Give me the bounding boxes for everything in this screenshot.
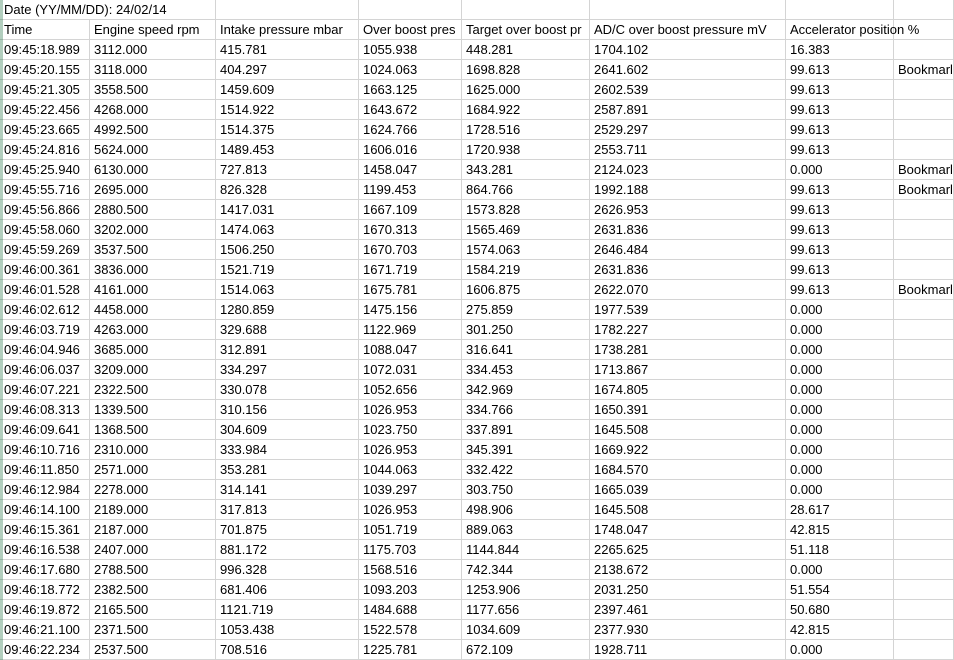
table-cell[interactable]: 09:45:24.816 bbox=[0, 140, 90, 160]
table-cell[interactable]: 09:46:00.361 bbox=[0, 260, 90, 280]
table-cell[interactable]: 1044.063 bbox=[359, 460, 462, 480]
table-row bbox=[0, 580, 954, 600]
table-cell[interactable] bbox=[894, 340, 954, 360]
table-cell[interactable]: 1674.805 bbox=[590, 380, 786, 400]
date-row bbox=[0, 0, 954, 20]
table-cell[interactable]: 334.297 bbox=[216, 360, 359, 380]
table-cell[interactable]: 0.000 bbox=[786, 420, 894, 440]
table-row bbox=[0, 360, 954, 380]
table-cell[interactable]: 2587.891 bbox=[590, 100, 786, 120]
table-cell[interactable]: Bookmarl bbox=[894, 60, 954, 80]
table-cell[interactable]: 2382.500 bbox=[90, 580, 216, 600]
table-row bbox=[0, 480, 954, 500]
table-cell[interactable]: 1650.391 bbox=[590, 400, 786, 420]
table-cell[interactable] bbox=[894, 500, 954, 520]
table-row bbox=[0, 120, 954, 140]
table-row bbox=[0, 240, 954, 260]
table-cell[interactable]: 0.000 bbox=[786, 320, 894, 340]
table-cell[interactable]: 1026.953 bbox=[359, 400, 462, 420]
table-cell[interactable]: Bookmarl bbox=[894, 180, 954, 200]
table-cell[interactable]: 2788.500 bbox=[90, 560, 216, 580]
table-cell[interactable] bbox=[894, 520, 954, 540]
table-cell[interactable]: 312.891 bbox=[216, 340, 359, 360]
table-cell[interactable]: 314.141 bbox=[216, 480, 359, 500]
table-cell[interactable]: 99.613 bbox=[786, 240, 894, 260]
table-cell[interactable]: 3202.000 bbox=[90, 220, 216, 240]
table-cell[interactable]: 2265.625 bbox=[590, 540, 786, 560]
table-cell[interactable]: 1624.766 bbox=[359, 120, 462, 140]
table-cell[interactable]: 1024.063 bbox=[359, 60, 462, 80]
table-cell[interactable]: 1565.469 bbox=[462, 220, 590, 240]
table-cell[interactable]: 09:45:55.716 bbox=[0, 180, 90, 200]
table-cell[interactable]: 1055.938 bbox=[359, 40, 462, 60]
table-cell[interactable]: 1339.500 bbox=[90, 400, 216, 420]
table-cell[interactable]: 99.613 bbox=[786, 120, 894, 140]
table-cell[interactable]: 275.859 bbox=[462, 300, 590, 320]
table-cell[interactable]: 304.609 bbox=[216, 420, 359, 440]
table-cell[interactable]: 09:45:59.269 bbox=[0, 240, 90, 260]
table-row bbox=[0, 540, 954, 560]
table-cell[interactable]: 3112.000 bbox=[90, 40, 216, 60]
table-cell[interactable]: 0.000 bbox=[786, 380, 894, 400]
table-cell[interactable]: 0.000 bbox=[786, 460, 894, 480]
header-cell[interactable] bbox=[894, 20, 954, 40]
table-cell[interactable]: 16.383 bbox=[786, 40, 894, 60]
table-cell[interactable]: 42.815 bbox=[786, 620, 894, 640]
table-cell[interactable]: 2138.672 bbox=[590, 560, 786, 580]
table-cell[interactable]: 09:46:15.361 bbox=[0, 520, 90, 540]
table-cell[interactable]: 99.613 bbox=[786, 80, 894, 100]
table-cell[interactable]: 09:45:23.665 bbox=[0, 120, 90, 140]
table-cell[interactable]: 1574.063 bbox=[462, 240, 590, 260]
table-cell[interactable]: 1199.453 bbox=[359, 180, 462, 200]
table-cell[interactable]: 1675.781 bbox=[359, 280, 462, 300]
table-cell[interactable]: 1053.438 bbox=[216, 620, 359, 640]
table-cell[interactable]: 09:45:18.989 bbox=[0, 40, 90, 60]
table-row bbox=[0, 440, 954, 460]
table-cell[interactable]: 2571.000 bbox=[90, 460, 216, 480]
table-row bbox=[0, 80, 954, 100]
table-cell[interactable] bbox=[894, 620, 954, 640]
table-cell[interactable]: 1684.922 bbox=[462, 100, 590, 120]
table-cell[interactable]: 1253.906 bbox=[462, 580, 590, 600]
table-cell[interactable]: 0.000 bbox=[786, 560, 894, 580]
table-cell[interactable]: 3118.000 bbox=[90, 60, 216, 80]
table-cell[interactable]: 1417.031 bbox=[216, 200, 359, 220]
header-cell[interactable]: Over boost pres bbox=[359, 20, 462, 40]
table-cell[interactable]: 415.781 bbox=[216, 40, 359, 60]
table-row bbox=[0, 320, 954, 340]
table-cell[interactable]: 2278.000 bbox=[90, 480, 216, 500]
table-cell[interactable]: 1522.578 bbox=[359, 620, 462, 640]
table-cell[interactable] bbox=[894, 600, 954, 620]
table-cell[interactable]: 09:46:19.872 bbox=[0, 600, 90, 620]
table-cell[interactable]: 826.328 bbox=[216, 180, 359, 200]
table-cell[interactable]: 0.000 bbox=[786, 640, 894, 660]
table-row bbox=[0, 420, 954, 440]
table-cell[interactable]: 1663.125 bbox=[359, 80, 462, 100]
table-cell[interactable]: 2695.000 bbox=[90, 180, 216, 200]
table-cell[interactable]: 1928.711 bbox=[590, 640, 786, 660]
table-cell[interactable]: 99.613 bbox=[786, 280, 894, 300]
table-cell[interactable]: 09:46:03.719 bbox=[0, 320, 90, 340]
table-cell[interactable]: 0.000 bbox=[786, 360, 894, 380]
table-cell[interactable]: 3685.000 bbox=[90, 340, 216, 360]
empty-cell[interactable] bbox=[359, 0, 462, 20]
table-cell[interactable]: 2529.297 bbox=[590, 120, 786, 140]
table-cell[interactable]: 09:46:21.100 bbox=[0, 620, 90, 640]
table-cell[interactable]: 09:45:25.940 bbox=[0, 160, 90, 180]
table-cell[interactable]: 1670.313 bbox=[359, 220, 462, 240]
header-cell[interactable]: Intake pressure mbar bbox=[216, 20, 359, 40]
table-cell[interactable]: 2641.602 bbox=[590, 60, 786, 80]
date-cell[interactable]: Date (YY/MM/DD): 24/02/14 bbox=[0, 0, 216, 20]
table-cell[interactable]: 1489.453 bbox=[216, 140, 359, 160]
table-cell[interactable]: 6130.000 bbox=[90, 160, 216, 180]
header-cell[interactable]: AD/C over boost pressure mV bbox=[590, 20, 786, 40]
empty-cell[interactable] bbox=[462, 0, 590, 20]
table-cell[interactable]: 09:46:02.612 bbox=[0, 300, 90, 320]
table-cell[interactable]: 1667.109 bbox=[359, 200, 462, 220]
header-row bbox=[0, 20, 954, 40]
table-cell[interactable]: 1728.516 bbox=[462, 120, 590, 140]
table-row bbox=[0, 400, 954, 420]
table-cell[interactable]: 1514.375 bbox=[216, 120, 359, 140]
table-cell[interactable]: 1665.039 bbox=[590, 480, 786, 500]
table-cell[interactable] bbox=[894, 320, 954, 340]
table-cell[interactable]: 51.118 bbox=[786, 540, 894, 560]
table-cell[interactable] bbox=[894, 440, 954, 460]
table-cell[interactable]: 1144.844 bbox=[462, 540, 590, 560]
table-row bbox=[0, 520, 954, 540]
table-cell[interactable]: 0.000 bbox=[786, 160, 894, 180]
table-cell[interactable]: 1720.938 bbox=[462, 140, 590, 160]
table-cell[interactable]: 1671.719 bbox=[359, 260, 462, 280]
table-cell[interactable] bbox=[894, 360, 954, 380]
table-row bbox=[0, 160, 954, 180]
table-cell[interactable]: 1039.297 bbox=[359, 480, 462, 500]
table-cell[interactable]: 09:46:17.680 bbox=[0, 560, 90, 580]
table-cell[interactable]: 2537.500 bbox=[90, 640, 216, 660]
header-cell[interactable]: Engine speed rpm bbox=[90, 20, 216, 40]
table-cell[interactable] bbox=[894, 200, 954, 220]
table-row bbox=[0, 100, 954, 120]
table-cell[interactable]: 1072.031 bbox=[359, 360, 462, 380]
table-cell[interactable]: 1177.656 bbox=[462, 600, 590, 620]
table-cell[interactable]: 1738.281 bbox=[590, 340, 786, 360]
table-cell[interactable]: 2377.930 bbox=[590, 620, 786, 640]
table-cell[interactable]: 404.297 bbox=[216, 60, 359, 80]
table-cell[interactable]: 1459.609 bbox=[216, 80, 359, 100]
table-cell[interactable] bbox=[894, 300, 954, 320]
table-cell[interactable]: 1670.703 bbox=[359, 240, 462, 260]
table-cell[interactable]: 99.613 bbox=[786, 180, 894, 200]
table-row bbox=[0, 40, 954, 60]
table-cell[interactable]: 1625.000 bbox=[462, 80, 590, 100]
table-cell[interactable]: 2631.836 bbox=[590, 220, 786, 240]
table-row bbox=[0, 260, 954, 280]
header-cell[interactable]: Time bbox=[0, 20, 90, 40]
table-cell[interactable]: 317.813 bbox=[216, 500, 359, 520]
table-row bbox=[0, 640, 954, 660]
table-cell[interactable]: 4458.000 bbox=[90, 300, 216, 320]
table-cell[interactable]: 1474.063 bbox=[216, 220, 359, 240]
table-row bbox=[0, 620, 954, 640]
table-cell[interactable]: 1175.703 bbox=[359, 540, 462, 560]
table-cell[interactable]: 0.000 bbox=[786, 300, 894, 320]
table-cell[interactable]: 2880.500 bbox=[90, 200, 216, 220]
table-cell[interactable]: 3836.000 bbox=[90, 260, 216, 280]
table-cell[interactable]: 881.172 bbox=[216, 540, 359, 560]
empty-cell[interactable] bbox=[894, 0, 954, 20]
table-cell[interactable]: 4268.000 bbox=[90, 100, 216, 120]
table-cell[interactable] bbox=[894, 140, 954, 160]
table-cell[interactable]: 2189.000 bbox=[90, 500, 216, 520]
table-cell[interactable]: 1121.719 bbox=[216, 600, 359, 620]
table-cell[interactable]: 0.000 bbox=[786, 440, 894, 460]
table-cell[interactable]: 333.984 bbox=[216, 440, 359, 460]
table-cell[interactable]: 1052.656 bbox=[359, 380, 462, 400]
table-cell[interactable]: 1684.570 bbox=[590, 460, 786, 480]
table-cell[interactable] bbox=[894, 540, 954, 560]
table-cell[interactable]: 4992.500 bbox=[90, 120, 216, 140]
table-cell[interactable]: 3209.000 bbox=[90, 360, 216, 380]
table-cell[interactable]: 09:46:18.772 bbox=[0, 580, 90, 600]
table-cell[interactable]: 345.391 bbox=[462, 440, 590, 460]
empty-cell[interactable] bbox=[590, 0, 786, 20]
table-cell[interactable]: 28.617 bbox=[786, 500, 894, 520]
table-cell[interactable]: 301.250 bbox=[462, 320, 590, 340]
table-row bbox=[0, 340, 954, 360]
table-cell[interactable]: 1368.500 bbox=[90, 420, 216, 440]
table-cell[interactable]: 2124.023 bbox=[590, 160, 786, 180]
table-cell[interactable]: 1034.609 bbox=[462, 620, 590, 640]
table-cell[interactable] bbox=[894, 380, 954, 400]
table-cell[interactable]: 742.344 bbox=[462, 560, 590, 580]
table-cell[interactable]: 09:45:22.456 bbox=[0, 100, 90, 120]
table-cell[interactable]: 4263.000 bbox=[90, 320, 216, 340]
table-cell[interactable]: 1122.969 bbox=[359, 320, 462, 340]
table-cell[interactable]: 1584.219 bbox=[462, 260, 590, 280]
table-cell[interactable]: 310.156 bbox=[216, 400, 359, 420]
table-cell[interactable]: 329.688 bbox=[216, 320, 359, 340]
table-cell[interactable]: 1225.781 bbox=[359, 640, 462, 660]
header-cell[interactable]: Accelerator position % bbox=[786, 20, 894, 40]
header-cell[interactable]: Target over boost pr bbox=[462, 20, 590, 40]
table-cell[interactable]: 09:46:04.946 bbox=[0, 340, 90, 360]
table-row bbox=[0, 560, 954, 580]
table-cell[interactable]: 09:45:21.305 bbox=[0, 80, 90, 100]
table-cell[interactable]: 1023.750 bbox=[359, 420, 462, 440]
table-cell[interactable]: 448.281 bbox=[462, 40, 590, 60]
table-cell[interactable]: 1088.047 bbox=[359, 340, 462, 360]
table-cell[interactable]: 2322.500 bbox=[90, 380, 216, 400]
table-cell[interactable]: 1484.688 bbox=[359, 600, 462, 620]
table-cell[interactable]: Bookmarl bbox=[894, 160, 954, 180]
table-cell[interactable]: 1458.047 bbox=[359, 160, 462, 180]
table-cell[interactable]: 42.815 bbox=[786, 520, 894, 540]
table-cell[interactable]: 09:46:09.641 bbox=[0, 420, 90, 440]
table-cell[interactable]: 50.680 bbox=[786, 600, 894, 620]
table-cell[interactable]: 316.641 bbox=[462, 340, 590, 360]
table-cell[interactable]: 1514.922 bbox=[216, 100, 359, 120]
table-cell[interactable] bbox=[894, 80, 954, 100]
left-edge-marker bbox=[0, 0, 3, 660]
table-cell[interactable]: 1606.016 bbox=[359, 140, 462, 160]
table-cell[interactable] bbox=[894, 40, 954, 60]
table-cell[interactable]: 2553.711 bbox=[590, 140, 786, 160]
table-cell[interactable]: 1573.828 bbox=[462, 200, 590, 220]
table-cell[interactable]: 2631.836 bbox=[590, 260, 786, 280]
table-row bbox=[0, 180, 954, 200]
table-cell[interactable]: 2187.000 bbox=[90, 520, 216, 540]
table-cell[interactable]: 1645.508 bbox=[590, 420, 786, 440]
table-row bbox=[0, 500, 954, 520]
table-row bbox=[0, 600, 954, 620]
table-cell[interactable]: 09:45:56.866 bbox=[0, 200, 90, 220]
table-cell[interactable]: 498.906 bbox=[462, 500, 590, 520]
table-cell[interactable]: 303.750 bbox=[462, 480, 590, 500]
table-cell[interactable]: 334.766 bbox=[462, 400, 590, 420]
table-cell[interactable] bbox=[894, 480, 954, 500]
table-cell[interactable]: 2626.953 bbox=[590, 200, 786, 220]
table-cell[interactable] bbox=[894, 100, 954, 120]
table-cell[interactable]: 1051.719 bbox=[359, 520, 462, 540]
table-cell[interactable]: 727.813 bbox=[216, 160, 359, 180]
table-cell[interactable]: 334.453 bbox=[462, 360, 590, 380]
table-cell[interactable]: 09:45:58.060 bbox=[0, 220, 90, 240]
table-cell[interactable]: 09:46:06.037 bbox=[0, 360, 90, 380]
table-cell[interactable]: 99.613 bbox=[786, 100, 894, 120]
table-cell[interactable]: 1992.188 bbox=[590, 180, 786, 200]
table-cell[interactable]: 1506.250 bbox=[216, 240, 359, 260]
table-cell[interactable]: 1748.047 bbox=[590, 520, 786, 540]
table-cell[interactable]: 2622.070 bbox=[590, 280, 786, 300]
table-cell[interactable]: 1669.922 bbox=[590, 440, 786, 460]
table-cell[interactable]: 99.613 bbox=[786, 220, 894, 240]
table-cell[interactable]: 330.078 bbox=[216, 380, 359, 400]
table-cell[interactable]: 2371.500 bbox=[90, 620, 216, 640]
table-row bbox=[0, 460, 954, 480]
table-cell[interactable]: 1568.516 bbox=[359, 560, 462, 580]
table-cell[interactable]: 51.554 bbox=[786, 580, 894, 600]
table-cell[interactable]: 343.281 bbox=[462, 160, 590, 180]
table-cell[interactable]: 1026.953 bbox=[359, 500, 462, 520]
table-cell[interactable]: 09:46:16.538 bbox=[0, 540, 90, 560]
table-cell[interactable]: 99.613 bbox=[786, 60, 894, 80]
table-cell[interactable]: 2602.539 bbox=[590, 80, 786, 100]
table-cell[interactable]: 701.875 bbox=[216, 520, 359, 540]
table-cell[interactable]: 0.000 bbox=[786, 340, 894, 360]
table-row bbox=[0, 280, 954, 300]
table-cell[interactable]: 3537.500 bbox=[90, 240, 216, 260]
table-cell[interactable]: 353.281 bbox=[216, 460, 359, 480]
table-cell[interactable]: 2310.000 bbox=[90, 440, 216, 460]
table-cell[interactable]: 09:46:11.850 bbox=[0, 460, 90, 480]
table-cell[interactable]: 09:46:08.313 bbox=[0, 400, 90, 420]
table-cell[interactable]: 1698.828 bbox=[462, 60, 590, 80]
table-cell[interactable]: 1713.867 bbox=[590, 360, 786, 380]
table-cell[interactable]: 332.422 bbox=[462, 460, 590, 480]
table-cell[interactable] bbox=[894, 260, 954, 280]
table-cell[interactable]: 0.000 bbox=[786, 480, 894, 500]
table-cell[interactable]: 889.063 bbox=[462, 520, 590, 540]
table-cell[interactable] bbox=[894, 460, 954, 480]
table-cell[interactable]: 342.969 bbox=[462, 380, 590, 400]
table-row bbox=[0, 220, 954, 240]
table-row bbox=[0, 200, 954, 220]
table-cell[interactable]: 2407.000 bbox=[90, 540, 216, 560]
table-cell[interactable]: 1977.539 bbox=[590, 300, 786, 320]
table-cell[interactable]: 2646.484 bbox=[590, 240, 786, 260]
table-cell[interactable]: 1475.156 bbox=[359, 300, 462, 320]
table-cell[interactable]: 1643.672 bbox=[359, 100, 462, 120]
empty-cell[interactable] bbox=[216, 0, 359, 20]
table-cell[interactable]: 99.613 bbox=[786, 260, 894, 280]
table-cell[interactable] bbox=[894, 400, 954, 420]
table-cell[interactable] bbox=[894, 220, 954, 240]
table-row bbox=[0, 300, 954, 320]
table-cell[interactable]: 1782.227 bbox=[590, 320, 786, 340]
table-cell[interactable]: 3558.500 bbox=[90, 80, 216, 100]
table-cell[interactable]: 1514.063 bbox=[216, 280, 359, 300]
table-row bbox=[0, 140, 954, 160]
table-cell[interactable] bbox=[894, 560, 954, 580]
table-cell[interactable]: 2165.500 bbox=[90, 600, 216, 620]
table-cell[interactable]: 1645.508 bbox=[590, 500, 786, 520]
table-cell[interactable]: 09:45:20.155 bbox=[0, 60, 90, 80]
table-cell[interactable]: 681.406 bbox=[216, 580, 359, 600]
table-cell[interactable] bbox=[894, 420, 954, 440]
empty-cell[interactable] bbox=[786, 0, 894, 20]
table-row bbox=[0, 60, 954, 80]
table-cell[interactable]: 1521.719 bbox=[216, 260, 359, 280]
table-cell[interactable]: 708.516 bbox=[216, 640, 359, 660]
table-cell[interactable]: 1280.859 bbox=[216, 300, 359, 320]
table-cell[interactable]: 99.613 bbox=[786, 140, 894, 160]
table-cell[interactable]: 09:46:12.984 bbox=[0, 480, 90, 500]
table-cell[interactable]: 672.109 bbox=[462, 640, 590, 660]
table-cell[interactable]: 337.891 bbox=[462, 420, 590, 440]
table-cell[interactable]: 09:46:07.221 bbox=[0, 380, 90, 400]
table-cell[interactable]: 09:46:01.528 bbox=[0, 280, 90, 300]
table-cell[interactable] bbox=[894, 640, 954, 660]
table-cell[interactable]: 864.766 bbox=[462, 180, 590, 200]
table-cell[interactable]: 996.328 bbox=[216, 560, 359, 580]
table-cell[interactable]: 09:46:14.100 bbox=[0, 500, 90, 520]
table-cell[interactable]: 1026.953 bbox=[359, 440, 462, 460]
table-cell[interactable]: 2397.461 bbox=[590, 600, 786, 620]
table-cell[interactable]: 2031.250 bbox=[590, 580, 786, 600]
table-cell[interactable]: 0.000 bbox=[786, 400, 894, 420]
table-cell[interactable]: 09:46:10.716 bbox=[0, 440, 90, 460]
table-cell[interactable]: 99.613 bbox=[786, 200, 894, 220]
table-cell[interactable]: 1606.875 bbox=[462, 280, 590, 300]
table-cell[interactable]: 5624.000 bbox=[90, 140, 216, 160]
table-cell[interactable]: 09:46:22.234 bbox=[0, 640, 90, 660]
table-cell[interactable] bbox=[894, 240, 954, 260]
table-cell[interactable] bbox=[894, 120, 954, 140]
table-cell[interactable]: Bookmarl bbox=[894, 280, 954, 300]
table-cell[interactable]: 1704.102 bbox=[590, 40, 786, 60]
table-cell[interactable]: 4161.000 bbox=[90, 280, 216, 300]
table-cell[interactable]: 1093.203 bbox=[359, 580, 462, 600]
table-row bbox=[0, 380, 954, 400]
table-cell[interactable] bbox=[894, 580, 954, 600]
